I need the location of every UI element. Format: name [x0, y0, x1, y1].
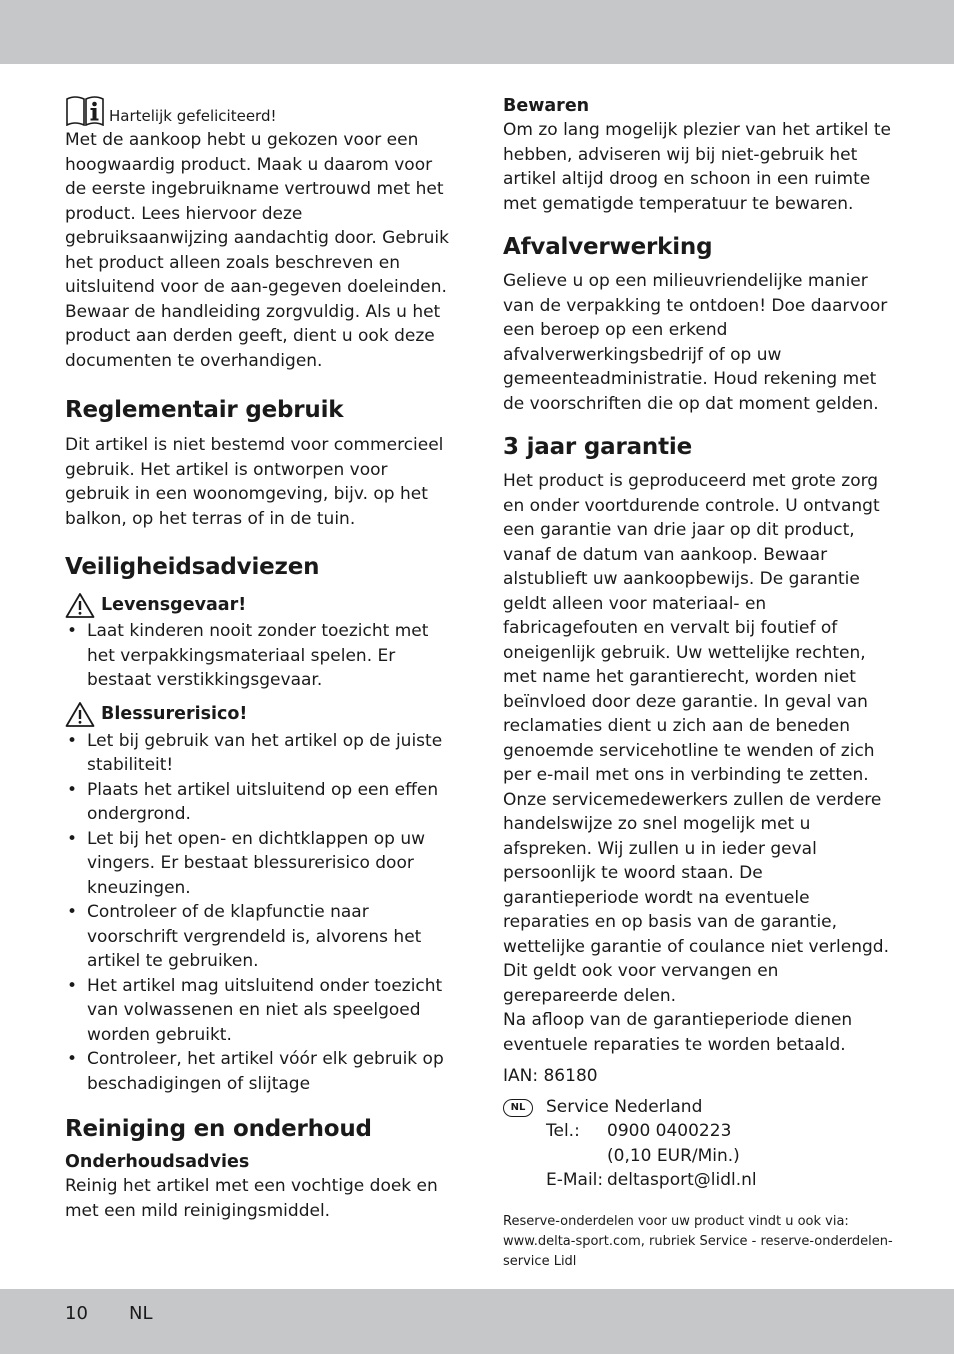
garantie-body-2: Onze servicemedewerkers zullen de verdere handelswijze zo snel mogelijk met u afspreken. Wij zullen u in ieder geval persoonlijk te woord staan. De garantieperiode wordt na eventuele reparaties en op basis van de garantie, wettelijke garantie of coulance niet verlengd. Dit geldt ook voor vervangen en gerepareerde delen.: [503, 789, 889, 1006]
garantie-body-3: Na afloop van de garantieperiode dienen eventuele reparaties te worden betaald.: [503, 1010, 853, 1055]
onderhoud-body: Reinig het artikel met een vochtige doek en met een mild reinigingsmiddel.: [65, 1176, 438, 1221]
info-manual-icon: [65, 94, 105, 126]
warning-triangle-icon: [65, 592, 95, 619]
bewaren-body: Om zo lang mogelijk plezier van het artikel te hebben, adviseren wij bij niet-gebruik het artikel altijd droog en schoon in een ruimte met gematigde temperatuur te bewaren.: [503, 120, 891, 214]
left-column: [65, 94, 455, 1223]
list-item: • Het artikel mag uitsluitend onder toezicht van volwassenen en niet als speelgoed worden gebruikt.: [65, 974, 455, 1048]
list-item: • Plaats het artikel uitsluitend op een effen ondergrond.: [65, 778, 455, 827]
blessure-label: Blessurerisico!: [101, 704, 248, 725]
service-details: [546, 1095, 757, 1193]
levensgevaar-heading: [65, 591, 455, 619]
language-code: NL: [129, 1303, 153, 1324]
veiligheid-title: Veiligheidsadviezen: [65, 554, 320, 580]
email-label: E-Mail:: [546, 1170, 604, 1190]
email-value: deltasport@lidl.nl: [607, 1170, 757, 1190]
tel-rate: (0,10 EUR/Min.): [607, 1145, 740, 1166]
onderhoud-subtitle: Onderhoudsadvies: [65, 1152, 250, 1172]
garantie-title: 3 jaar garantie: [503, 434, 692, 460]
service-title: Service Nederland: [546, 1096, 703, 1117]
list-item: • Let bij gebruik van het artikel op de juiste stabiliteit!: [65, 729, 455, 778]
list-item: • Controleer of de klapfunctie naar voorschrift vergrendeld is, alvorens het artikel te gebruiken.: [65, 900, 455, 974]
right-column: [503, 94, 893, 1272]
service-email-row: [546, 1168, 757, 1193]
tel-label: Tel.:: [546, 1121, 580, 1141]
spare-parts-note: Reserve-onderdelen voor uw product vindt u ook via: www.delta-sport.com, rubriek Service - reserve-onderdelen-service Lidl: [503, 1213, 893, 1269]
page-number: 10: [65, 1303, 88, 1324]
blessure-heading: [65, 701, 455, 729]
tel-value: 0900 0400223: [607, 1121, 732, 1141]
service-rate-row: [546, 1144, 757, 1169]
levensgevaar-label: Levensgevaar!: [101, 594, 247, 615]
levensgevaar-list: [65, 619, 455, 693]
list-item: • Laat kinderen nooit zonder toezicht met het verpakkingsmateriaal spelen. Er bestaat verstikkingsgevaar.: [65, 619, 455, 693]
ian-number: IAN: 86180: [503, 1066, 598, 1086]
reiniging-title: Reiniging en onderhoud: [65, 1116, 372, 1142]
bewaren-subtitle: Bewaren: [503, 96, 590, 116]
blessure-list: [65, 729, 455, 1097]
nl-country-badge: NL: [503, 1099, 533, 1117]
list-item: • Let bij het open- en dichtklappen op uw vingers. Er bestaat blessurerisico door kneuzingen.: [65, 827, 455, 901]
list-item: • Controleer, het artikel vóór elk gebruik op beschadigingen of slijtage: [65, 1047, 455, 1096]
intro-heading-line: [65, 94, 455, 126]
service-block: [503, 1095, 893, 1193]
header-band: [0, 0, 954, 64]
warning-triangle-icon: [65, 701, 95, 728]
garantie-body-1: Het product is geproduceerd met grote zorg en onder voortdurende controle. U ontvangt een garantie van drie jaar op dit product, vanaf de datum van aankoop. Bewaar alstublieft uw aankoopbewijs. De garantie geldt alleen voor materiaal- en fabricagefouten en vervalt bij foutief of oneigenlijk gebruik. Uw wettelijke rechten, met name het garantierecht, worden niet beïnvloed door deze garantie. In geval van reclamaties dient u zich aan de beneden genoemde servicehotline te wenden of zich per e-mail met ons in verbinding te zetten.: [503, 471, 880, 785]
afval-title: Afvalverwerking: [503, 234, 713, 260]
afval-body: Gelieve u op een milieuvriendelijke manier van de verpakking te ontdoen! Doe daarvoor een beroep op een erkend afvalverwerkingsbedrijf of op uw gemeenteadministratie. Houd rekening met de voorschriften die op dat moment gelden.: [503, 271, 888, 414]
intro-body: Met de aankoop hebt u gekozen voor een hoogwaardig product. Maak u daarom voor de eerste ingebruikname vertrouwd met het product. Lees hiervoor deze gebruiksaanwijzing aandachtig door. Gebruik het product alleen zoals beschreven en uitsluitend voor de aan-gegeven doeleinden. Bewaar de handleiding zorgvuldig. Als u het product aan derden geeft, dient u ook deze documenten te overhandigen.: [65, 130, 449, 371]
reglementair-title: Reglementair gebruik: [65, 397, 344, 423]
intro-heading: Hartelijk gefeliciteerd!: [109, 107, 277, 125]
reglementair-body: Dit artikel is niet bestemd voor commercieel gebruik. Het artikel is ontworpen voor gebruik in een woonomgeving, bijv. op het balkon, op het terras of in de tuin.: [65, 435, 444, 529]
service-tel-row: [546, 1119, 757, 1144]
